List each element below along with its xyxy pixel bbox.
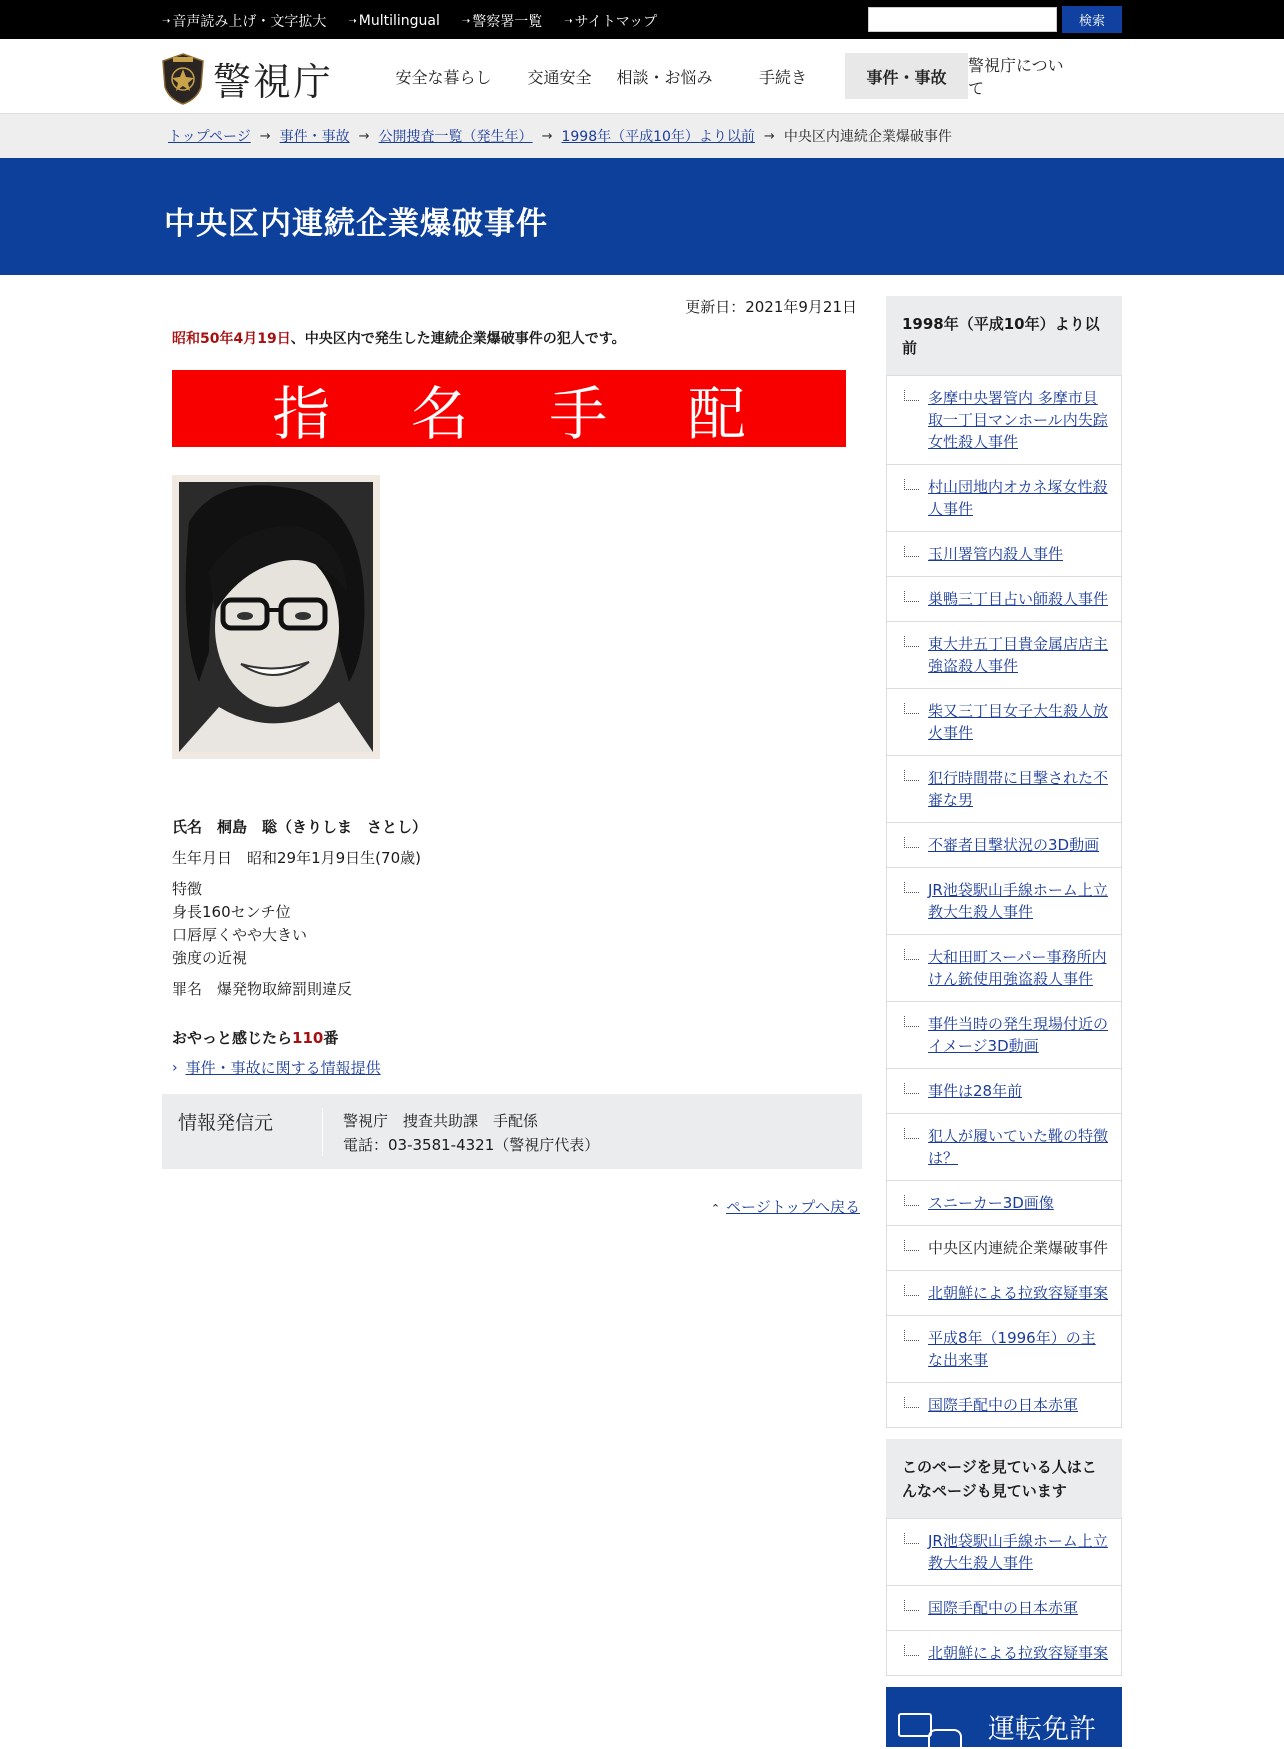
sidebar-link[interactable]: 大和田町スーパー事務所内けん銃使用強盗殺人事件	[928, 948, 1107, 988]
info-provision-link[interactable]: 事件・事故に関する情報提供	[185, 1059, 381, 1077]
tree-line-icon	[904, 390, 919, 401]
sidebar-item	[887, 464, 1121, 531]
sidebar-item	[887, 755, 1121, 822]
tree-line-icon	[904, 1600, 919, 1611]
site-name: 警視庁	[213, 60, 334, 104]
sidebar-item	[887, 1001, 1121, 1068]
nav-traffic-safety[interactable]: 交通安全	[527, 67, 592, 87]
tree-line-icon	[904, 1240, 919, 1251]
sidebar-item	[887, 375, 1121, 464]
features-title: 特徴	[172, 880, 203, 898]
sidebar-link[interactable]: 事件当時の発生現場付近のイメージ3D動画	[928, 1015, 1109, 1055]
tree-line-icon	[904, 1128, 919, 1139]
sidebar-link[interactable]: JR池袋駅山手線ホーム上立教大生殺人事件	[928, 881, 1108, 921]
tree-line-icon	[904, 882, 919, 893]
sidebar-list	[886, 375, 1122, 1428]
info-source-label: 情報発信元	[178, 1112, 274, 1134]
sidebar-link[interactable]: 不審者目撃状況の3D動画	[928, 836, 1100, 854]
utility-link-stations[interactable]: ➝ 警察署一覧	[461, 14, 543, 30]
site-header	[0, 39, 1284, 114]
updated-date: 更新日：2021年9月21日	[685, 298, 857, 316]
search-button[interactable]: 検索	[1062, 6, 1122, 33]
sidebar-item	[887, 1270, 1121, 1315]
tree-line-icon	[904, 636, 919, 647]
utility-link-multilingual[interactable]: ➝ Multilingual	[348, 13, 440, 29]
sidebar-item	[887, 822, 1121, 867]
arrow-right-icon: →	[541, 128, 553, 144]
banner-char: 配	[687, 379, 746, 448]
info-link-row	[162, 1057, 862, 1078]
tree-line-icon	[904, 703, 919, 714]
sidebar-item	[887, 867, 1121, 934]
call-110-text: おやっと感じたら110番	[172, 1029, 339, 1047]
banner-char: 手	[549, 379, 608, 448]
lead-rest: 、中央区内で発生した連続企業爆破事件の犯人です。	[290, 331, 626, 347]
sidebar-heading: 1998年（平成10年）より以前	[886, 296, 1122, 375]
tree-line-icon	[904, 949, 919, 960]
related-item	[887, 1630, 1121, 1675]
sidebar-item	[887, 531, 1121, 576]
sidebar-link[interactable]: 多摩中央署管内 多摩市貝取一丁目マンホール内失踪女性殺人事件	[928, 389, 1108, 451]
nav-safe-living[interactable]: 安全な暮らし	[395, 67, 492, 87]
tree-line-icon	[904, 770, 919, 781]
utility-link-read-aloud[interactable]: ➝ 音声読み上げ・文字拡大	[162, 14, 327, 30]
sidebar-item	[887, 576, 1121, 621]
sidebar-link[interactable]: 国際手配中の日本赤軍	[928, 1396, 1079, 1414]
lead-text	[162, 328, 862, 348]
arrow-right-icon: ➝	[162, 15, 171, 27]
info-source-phone: 電話：03-3581-4321（警視庁代表）	[343, 1136, 600, 1154]
breadcrumb-incidents[interactable]: 事件・事故	[279, 129, 350, 145]
sidebar-item	[887, 621, 1121, 688]
arrow-right-icon: →	[259, 128, 271, 144]
lead-date: 昭和50年4月19日	[172, 331, 291, 347]
feature-item: 口唇厚くやや大きい	[172, 926, 308, 944]
related-pages-box	[886, 1439, 1122, 1676]
suspect-profile	[162, 816, 862, 1001]
sidebar-link[interactable]: 犯人が履いていた靴の特徴は？	[928, 1127, 1109, 1167]
related-item	[887, 1518, 1121, 1585]
tree-line-icon	[904, 1285, 919, 1296]
site-logo[interactable]	[161, 51, 333, 106]
suspect-birthdate: 生年月日 昭和29年1月9日生(70歳)	[172, 849, 421, 867]
sidebar-link[interactable]: 柴又三丁目女子大生殺人放火事件	[928, 702, 1109, 742]
related-link[interactable]: 北朝鮮による拉致容疑事案	[928, 1644, 1109, 1662]
page-top-link[interactable]: ページトップへ戻る	[726, 1198, 860, 1216]
sidebar-item	[887, 1382, 1121, 1427]
banner-char: 名	[410, 379, 469, 448]
sidebar-link[interactable]: 平成8年（1996年）の主な出来事	[928, 1329, 1096, 1369]
tree-line-icon	[904, 1645, 919, 1656]
tree-line-icon	[904, 1330, 919, 1341]
suspect-crime: 罪名 爆発物取締罰則違反	[172, 980, 353, 998]
tree-line-icon	[904, 837, 919, 848]
utility-link-sitemap[interactable]: ➝ サイトマップ	[564, 14, 658, 30]
sidebar-link[interactable]: 玉川署管内殺人事件	[928, 545, 1064, 563]
related-pages-heading: このページを見ている人はこんなページも見ています	[886, 1439, 1122, 1518]
arrow-right-icon: ➝	[348, 15, 357, 27]
banner-char: 指	[272, 379, 331, 448]
sidebar-link[interactable]: 事件は28年前	[928, 1082, 1023, 1100]
tree-line-icon	[904, 1533, 919, 1544]
tree-line-icon	[904, 546, 919, 557]
breadcrumb-current: 中央区内連続企業爆破事件	[783, 129, 952, 145]
arrow-right-icon: →	[763, 128, 775, 144]
tree-line-icon	[904, 479, 919, 490]
breadcrumb-public-search[interactable]: 公開捜査一覧（発生年）	[378, 129, 533, 145]
police-emblem-icon	[161, 53, 205, 105]
nav-about[interactable]: 警視庁について	[968, 56, 1064, 98]
info-source-lines	[343, 1109, 599, 1157]
suspect-portrait-image	[179, 482, 373, 752]
tree-line-icon	[904, 1016, 919, 1027]
sidebar-item	[887, 1113, 1121, 1180]
license-card-icon	[898, 1713, 932, 1737]
tree-line-icon	[904, 1195, 919, 1206]
suspect-photo	[172, 475, 380, 759]
sidebar-link[interactable]: 村山団地内オカネ塚女性殺人事件	[928, 478, 1108, 518]
sidebar-item	[887, 688, 1121, 755]
info-source-dept: 警視庁 捜査共助課 手配係	[343, 1112, 539, 1130]
main-content	[162, 296, 862, 1217]
sidebar-item	[887, 1315, 1121, 1382]
car-icon	[928, 1729, 962, 1747]
related-link[interactable]: 国際手配中の日本赤軍	[928, 1599, 1079, 1617]
sidebar-link[interactable]: 東大井五丁目貴金属店店主強盗殺人事件	[928, 635, 1109, 675]
sidebar-current-label: 中央区内連続企業爆破事件	[928, 1239, 1109, 1257]
related-link[interactable]: JR池袋駅山手線ホーム上立教大生殺人事件	[928, 1532, 1108, 1572]
search-input[interactable]	[868, 7, 1057, 32]
sidebar	[886, 296, 1122, 1747]
utility-bar	[0, 0, 1284, 39]
sidebar-item	[887, 934, 1121, 1001]
sidebar-item-current	[887, 1225, 1121, 1270]
feature-item: 身長160センチ位	[172, 903, 291, 921]
sidebar-link[interactable]: 犯行時間帯に目撃された不審な男	[928, 769, 1109, 809]
nav-consultation[interactable]: 相談・お悩み	[616, 67, 713, 87]
chevron-right-icon: ›	[172, 1059, 178, 1076]
info-source-box	[162, 1094, 862, 1169]
utility-links	[162, 11, 679, 31]
related-pages-list	[886, 1518, 1122, 1676]
page-title: 中央区内連続企業爆破事件	[164, 206, 548, 242]
global-nav	[376, 53, 1073, 99]
breadcrumb-top[interactable]: トップページ	[168, 129, 251, 145]
sidebar-link[interactable]: スニーカー3D画像	[928, 1194, 1054, 1212]
license-banner-text: 運転免許	[988, 1714, 1096, 1745]
nav-procedures[interactable]: 手続き	[758, 67, 807, 87]
arrow-right-icon: ➝	[461, 15, 471, 27]
breadcrumb-before-1998[interactable]: 1998年（平成10年）より以前	[561, 129, 755, 145]
sidebar-link[interactable]: 北朝鮮による拉致容疑事案	[928, 1284, 1109, 1302]
feature-item: 強度の近視	[172, 949, 248, 967]
suspect-features	[172, 878, 862, 970]
tree-line-icon	[904, 1083, 919, 1094]
arrow-right-icon: →	[358, 128, 370, 144]
tree-line-icon	[904, 1397, 919, 1408]
sidebar-item	[887, 1068, 1121, 1113]
page-top-row	[162, 1196, 862, 1217]
sidebar-link[interactable]: 巣鴨三丁目占い師殺人事件	[928, 590, 1109, 608]
chevron-up-icon: ⌃	[710, 1202, 721, 1215]
tree-line-icon	[904, 591, 919, 602]
breadcrumb	[0, 114, 1284, 158]
sidebar-item	[887, 1180, 1121, 1225]
call-number: 110	[292, 1029, 324, 1047]
title-band	[0, 158, 1284, 275]
license-banner[interactable]	[886, 1687, 1122, 1747]
wanted-banner	[172, 370, 846, 447]
divider	[322, 1108, 323, 1156]
suspect-name: 氏名 桐島 聡（きりしま さとし）	[172, 818, 428, 836]
arrow-right-icon: ➝	[564, 15, 573, 27]
nav-incidents[interactable]: 事件・事故	[845, 53, 968, 99]
related-item	[887, 1585, 1121, 1630]
